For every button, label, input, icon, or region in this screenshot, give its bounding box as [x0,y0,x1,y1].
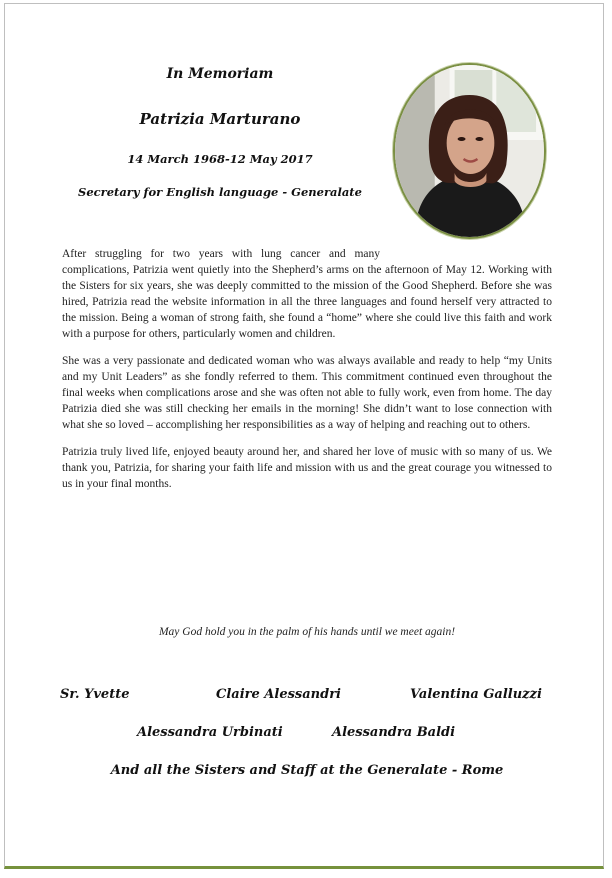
memoriam-title: In Memoriam [166,66,274,82]
signature-footer: And all the Sisters and Staff at the Generalate - Rome [110,763,504,778]
portrait-photo [393,63,546,239]
paragraph: After struggling for two years with lung cancer and many complications, Patrizia went quietly into the Shepherd’s arms on the afternoon of May 12. Working with the Sisters for six years, she was deeply committed to the mission of the Good Shepherd. Before she was hired, Patrizia read the website information in all the three languages and found herself very attracted to the mission. Being a woman of strong faith, she found a “home” where she could live this faith and work with a purpose for others, particularly women and children. [62,248,552,340]
signature-name: Alessandra Urbinati [137,725,283,740]
signature-name: Sr. Yvette [60,687,130,702]
paragraph: She was a very passionate and dedicated woman who was always available and ready to help “my Units and my Unit Leaders” as she fondly referred to them. This commitment continued even throughout the final weeks when complications arose and she was often not able to fully work, even from home. The day Patrizia died she was still checking her emails in the morning! She didn’t want to lose connection with what she so loved – accomplishing her responsibilities as a way of helping and reaching out to others. [62,355,552,431]
signature-name: Claire Alessandri [216,687,341,702]
closing-blessing: May God hold you in the palm of his hands until we meet again! [158,626,456,638]
life-dates: 14 March 1968-12 May 2017 [127,152,313,166]
signature-name: Alessandra Baldi [332,725,456,740]
memorial-text [62,246,552,503]
signature-name: Valentina Galluzzi [410,687,542,702]
paragraph: Patrizia truly lived life, enjoyed beauty around her, and shared her love of music with so many of us. We thank you, Patrizia, for sharing your faith life and mission with us and the great courage you witnessed to us in your final months. [62,446,552,490]
deceased-name: Patrizia Marturano [139,110,301,128]
portrait-photo-icon [395,65,544,237]
role-title: Secretary for English language - Generalate [78,185,362,199]
